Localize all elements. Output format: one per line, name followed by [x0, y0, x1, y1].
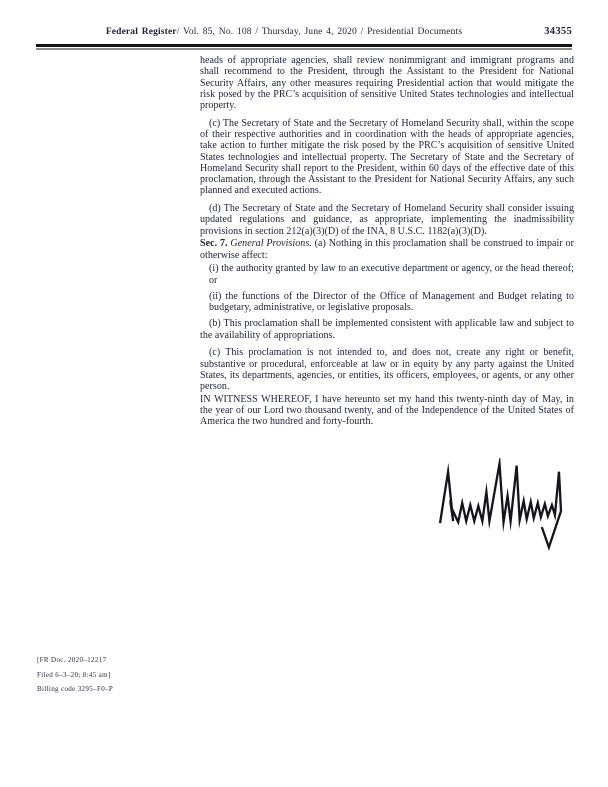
paragraph: (c) The Secretary of State and the Secretary of Homeland Security shall, within the scope of their respective authorities and in coordination with the heads of appropriate agencies, take action to further mitigate the risk posed by the PRC’s acquisition of sensitive United States technologies and intellectual property. The Secretary of State and the Secretary of Homeland Security shall report to the President, within 60 days of the effective date of this proclamation, through the Assistant to the President for National Security Affairs, any such planned and executed actions.	[200, 117, 574, 197]
page-header	[36, 27, 572, 41]
masthead	[36, 27, 572, 37]
header-rule	[36, 44, 572, 50]
paragraph: (c) This proclamation is not intended to, and does not, create any right or benefit, substantive or procedural, enforceable at law or in equity by any party against the United States, its departments, agencies, or entities, its officers, employees, or agents, or any other person.	[200, 347, 574, 392]
issue-info: / Vol. 85, No. 108 / Thursday, June 4, 2020 / Presidential Documents	[176, 27, 463, 37]
journal-title: Federal Register	[105, 27, 177, 37]
document-body	[200, 55, 574, 430]
page-number: 34355	[544, 26, 572, 37]
paragraph: (i) the authority granted by law to an executive department or agency, or the head thereof; or	[209, 263, 574, 286]
paragraph: (b) This proclamation shall be implemented consistent with applicable law and subject to the availability of appropriations.	[200, 318, 574, 341]
paragraph: heads of appropriate agencies, shall review nonimmigrant and immigrant programs and shall recommend to the President, through the Assistant to the President for National Security Affairs, any other measures requiring Presidential action that would mitigate the risk posed by the PRC’s acquisition of sensitive United States technologies and intellectual property.	[200, 55, 574, 111]
fr-doc-footnotes	[37, 653, 113, 697]
paragraph: (d) The Secretary of State and the Secretary of Homeland Security shall consider issuing updated regulations and guidance, as appropriate, implementing the inadmissibility provisions in section 212(a)(3)(D) of the INA, 8 U.S.C. 1182(a)(3)(D).	[200, 203, 574, 237]
footnote-line: Billing code 3295–F0–P	[37, 685, 114, 693]
rule-bottom-line	[36, 48, 572, 50]
signature-icon	[437, 458, 563, 552]
footnote-line: [FR Doc. 2020–12217	[37, 656, 107, 664]
paragraph: Sec. 7. General Provisions. (a) Nothing in this proclamation shall be construed to impair or otherwise affect:	[200, 238, 574, 261]
footnote-line: Filed 6–3–20; 8:45 am]	[37, 670, 111, 679]
rule-top-line	[36, 44, 572, 47]
paragraph: IN WITNESS WHEREOF, I have hereunto set my hand this twenty-ninth day of May, in the year of our Lord two thousand twenty, and of the Independence of the United States of America the two hundred and forty-fourth.	[200, 393, 574, 428]
paragraph: (ii) the functions of the Director of the Office of Management and Budget relating to budgetary, administrative, or legislative proposals.	[209, 290, 574, 313]
presidential-signature	[437, 458, 563, 552]
